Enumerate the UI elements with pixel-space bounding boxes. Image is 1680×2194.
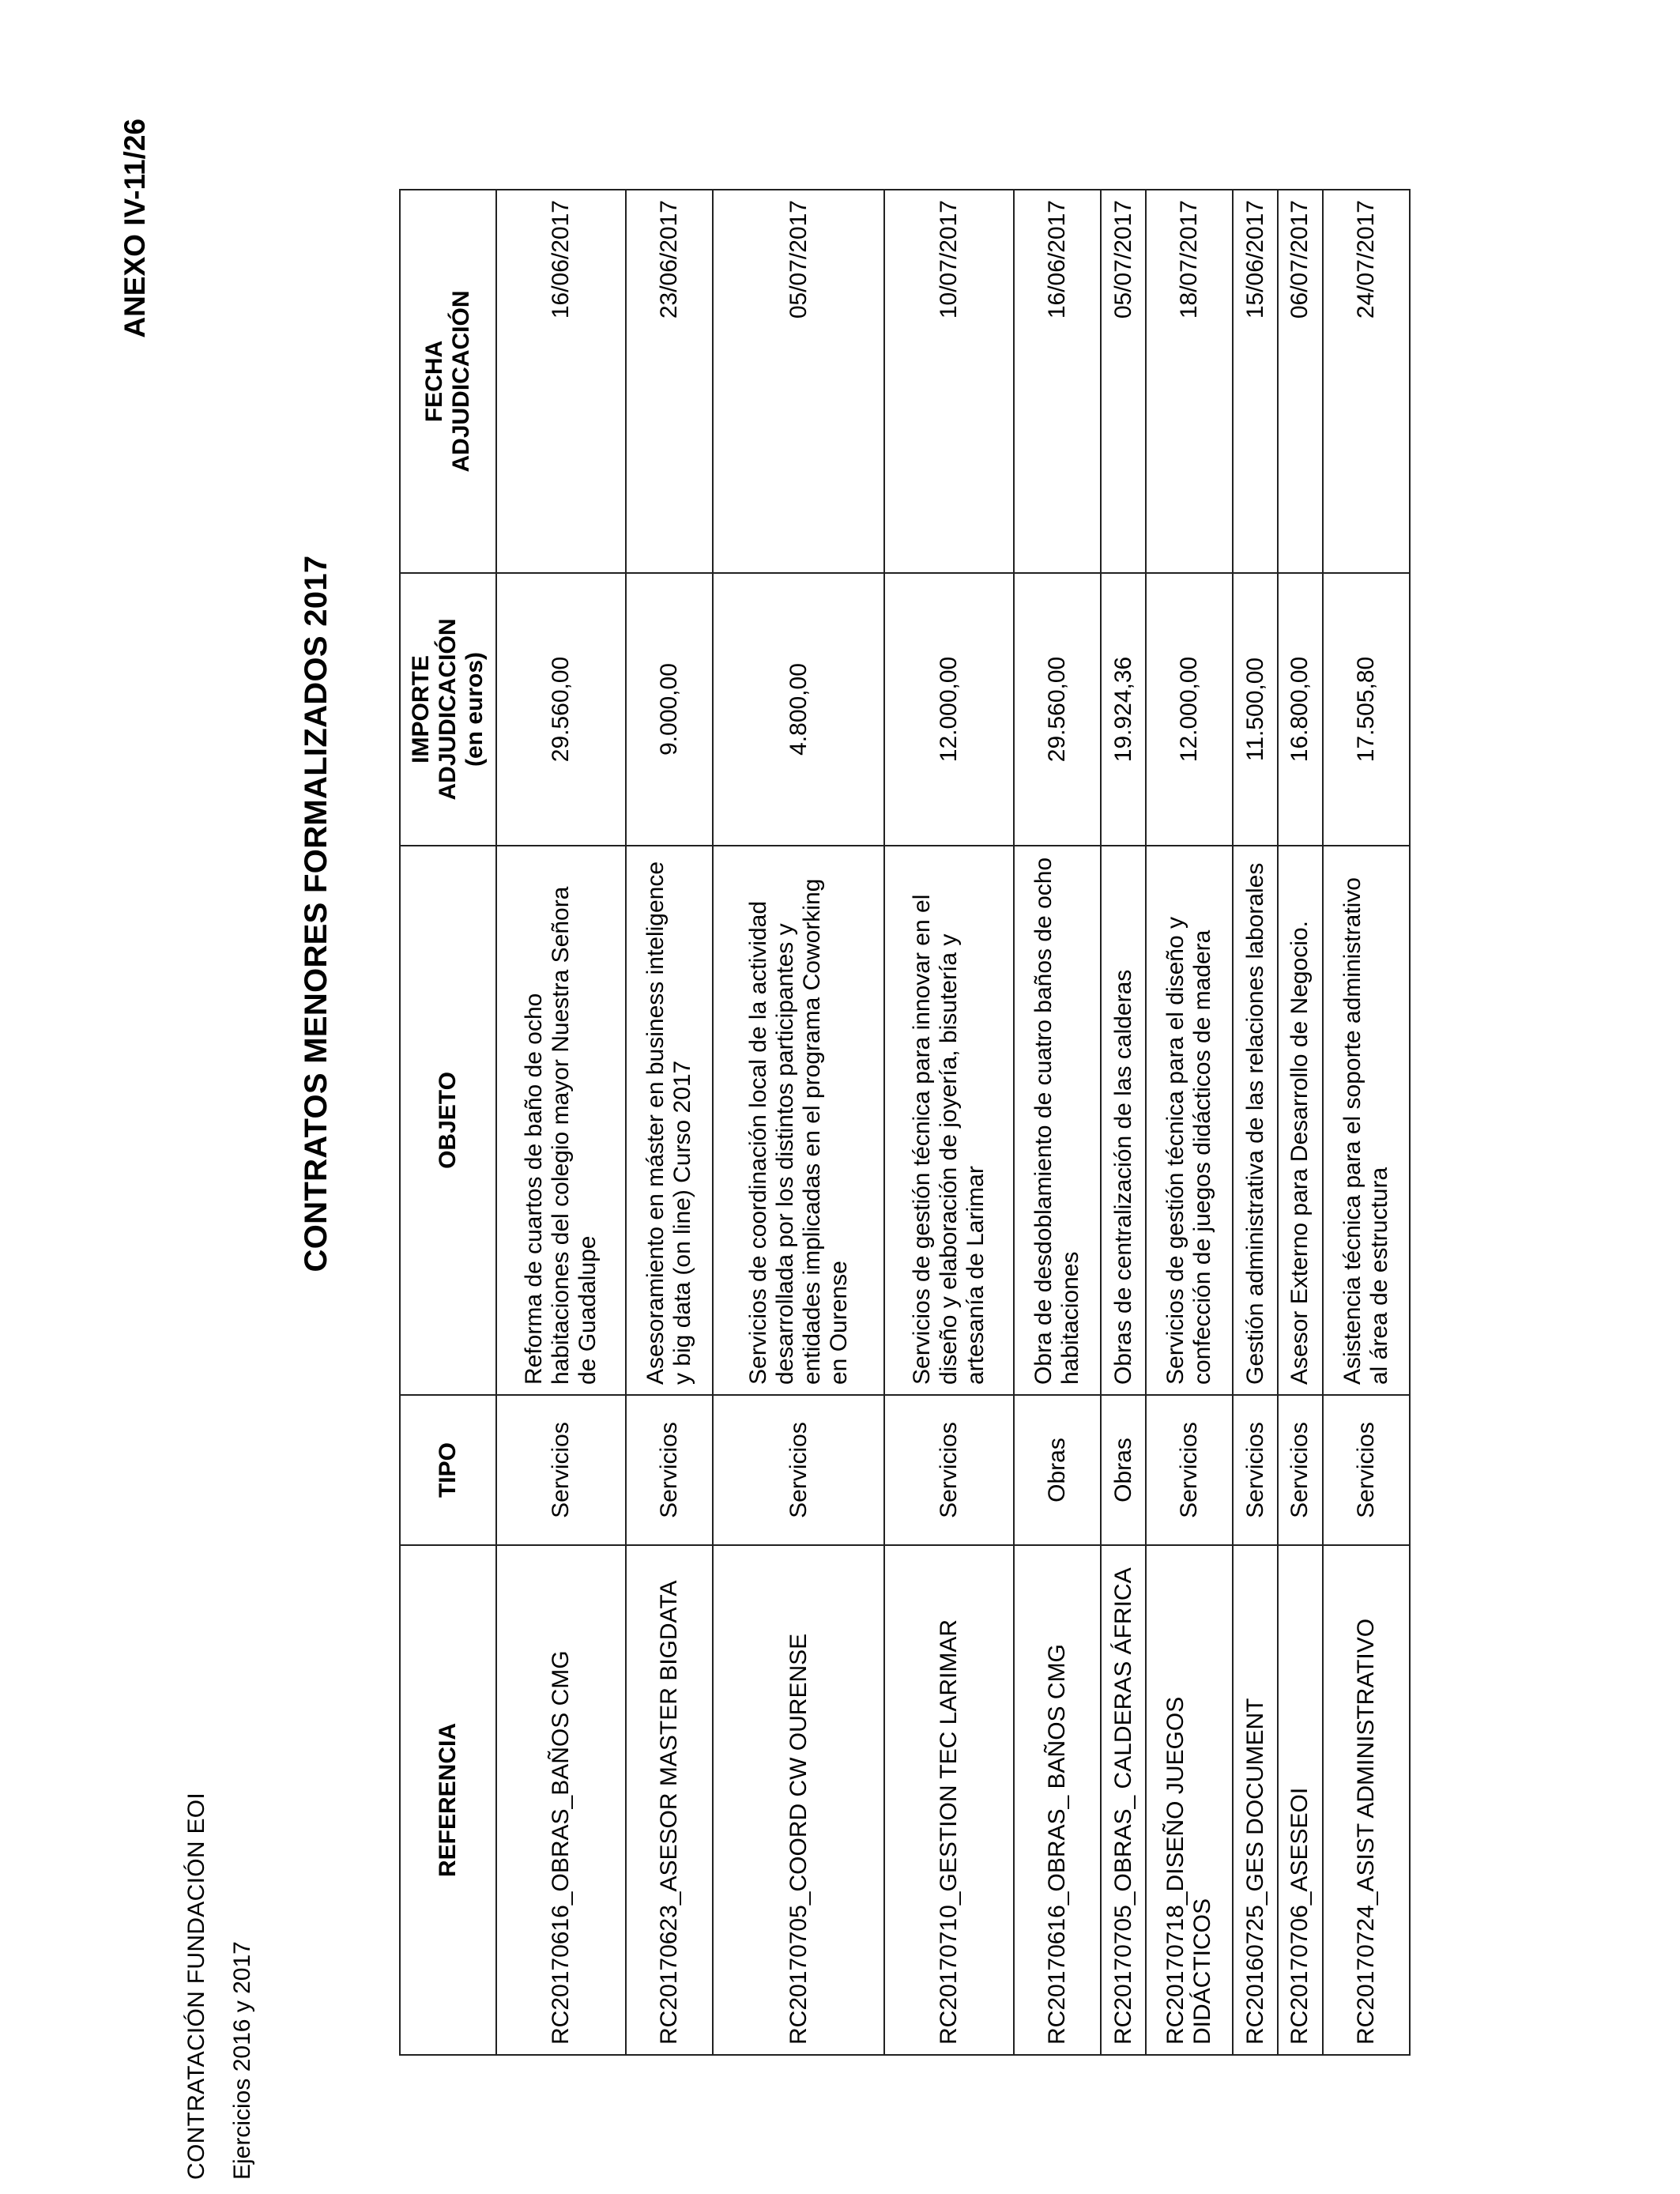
cell-fecha: 16/06/2017 [1014,190,1101,573]
organization-name: CONTRATACIÓN FUNDACIÓN EOI [183,1792,209,2180]
cell-fecha: 10/07/2017 [884,190,1014,573]
cell-importe: 12.000,00 [1146,573,1233,846]
cell-referencia: RC20170616_OBRAS_ BAÑOS CMG [1014,1545,1101,2055]
table-row [884,190,1014,2055]
cell-referencia: RC20170616_OBRAS_BAÑOS CMG [496,1545,626,2055]
cell-objeto: Reforma de cuartos de baño de ocho habitaciones del colegio mayor Nuestra Señora de Guadalupe [496,846,626,1395]
table-row [1323,190,1410,2055]
col-header-importe [400,573,496,846]
cell-tipo: Obras [1101,1395,1146,1545]
cell-tipo: Obras [1014,1395,1101,1545]
cell-objeto: Asesor Externo para Desarrollo de Negocio. [1278,846,1323,1395]
col-header-fecha [400,190,496,573]
cell-tipo: Servicios [884,1395,1014,1545]
cell-objeto: Asesoramiento en máster en business inteligence y big data (on line) Curso 2017 [626,846,713,1395]
contracts-table [399,189,1411,2056]
cell-tipo: Servicios [1146,1395,1233,1545]
cell-referencia: RC20160725_GES DOCUMENT [1233,1545,1278,2055]
cell-tipo: Servicios [496,1395,626,1545]
col-header-importe-line2: ADJUDICACIÓN [435,618,461,801]
page-title: CONTRATOS MENORES FORMALIZADOS 2017 [299,555,333,1272]
cell-fecha: 18/07/2017 [1146,190,1233,573]
col-header-fecha-line2: ADJUDICACIÓN [448,290,474,473]
col-header-importe-line1: IMPORTE [408,655,434,763]
table-row [1014,190,1101,2055]
cell-importe: 17.505,80 [1323,573,1410,846]
cell-referencia: RC20170623_ASESOR MASTER BIGDATA [626,1545,713,2055]
col-header-importe-line3: (en euros) [461,651,488,767]
cell-objeto: Servicios de coordinación local de la actividad desarrollada por los distintos participantes y entidades implicadas en el programa Coworking en Ourense [713,846,884,1395]
cell-importe: 4.800,00 [713,573,884,846]
cell-tipo: Servicios [713,1395,884,1545]
col-header-referencia: REFERENCIA [400,1545,496,2055]
cell-fecha: 24/07/2017 [1323,190,1410,573]
cell-fecha: 06/07/2017 [1278,190,1323,573]
cell-objeto: Servicios de gestión técnica para innovar en el diseño y elaboración de joyería, bisutería y artesanía de Larimar [884,846,1014,1395]
cell-fecha: 05/07/2017 [713,190,884,573]
table-row [1233,190,1278,2055]
cell-fecha: 16/06/2017 [496,190,626,573]
cell-fecha: 05/07/2017 [1101,190,1146,573]
cell-fecha: 23/06/2017 [626,190,713,573]
table-row [496,190,626,2055]
table-row [1146,190,1233,2055]
cell-tipo: Servicios [1278,1395,1323,1545]
cell-importe: 16.800,00 [1278,573,1323,846]
cell-referencia: RC20170705_OBRAS_ CALDERAS ÁFRICA [1101,1545,1146,2055]
cell-importe: 29.560,00 [1014,573,1101,846]
cell-referencia: RC20170706_ASESEOI [1278,1545,1323,2055]
cell-importe: 19.924,36 [1101,573,1146,846]
table-row [1101,190,1146,2055]
cell-referencia: RC20170718_DISEÑO JUEGOS DIDÁCTICOS [1146,1545,1233,2055]
fiscal-years: Ejercicios 2016 y 2017 [229,1941,255,2180]
cell-objeto: Obras de centralización de las calderas [1101,846,1146,1395]
cell-fecha: 15/06/2017 [1233,190,1278,573]
cell-tipo: Servicios [1233,1395,1278,1545]
cell-referencia: RC20170724_ASIST ADMINISTRATIVO [1323,1545,1410,2055]
col-header-fecha-line1: FECHA [421,340,447,423]
table-row [626,190,713,2055]
cell-referencia: RC20170705_COORD CW OURENSE [713,1545,884,2055]
table-row [713,190,884,2055]
cell-objeto: Obra de desdoblamiento de cuatro baños de ocho habitaciones [1014,846,1101,1395]
cell-importe: 11.500,00 [1233,573,1278,846]
cell-importe: 29.560,00 [496,573,626,846]
cell-referencia: RC20170710_GESTION TEC LARIMAR [884,1545,1014,2055]
cell-objeto: Asistencia técnica para el soporte administrativo al área de estructura [1323,846,1410,1395]
annex-label: ANEXO IV-11/26 [119,119,151,338]
cell-tipo: Servicios [626,1395,713,1545]
cell-importe: 12.000,00 [884,573,1014,846]
cell-importe: 9.000,00 [626,573,713,846]
cell-objeto: Servicios de gestión técnica para el diseño y confección de juegos didácticos de madera [1146,846,1233,1395]
col-header-objeto: OBJETO [400,846,496,1395]
cell-tipo: Servicios [1323,1395,1410,1545]
table-row [1278,190,1323,2055]
cell-objeto: Gestión administrativa de las relaciones laborales [1233,846,1278,1395]
col-header-tipo: TIPO [400,1395,496,1545]
table-header-row [400,190,496,2055]
